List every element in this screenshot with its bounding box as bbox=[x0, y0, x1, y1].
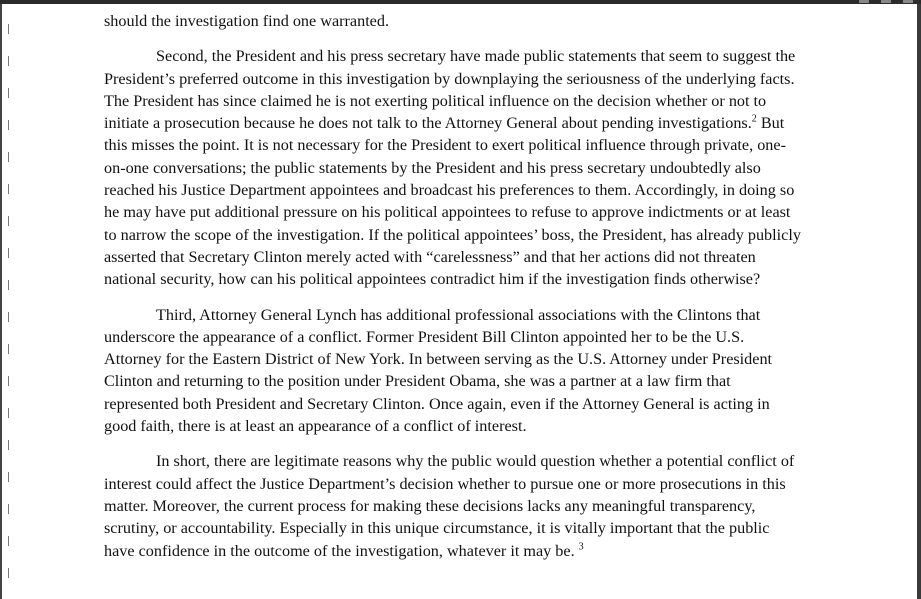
footnote-ref-2[interactable]: 2 bbox=[751, 113, 757, 125]
paragraph-second bbox=[104, 45, 804, 290]
vertical-scrollbar[interactable] bbox=[917, 4, 921, 599]
document-body bbox=[104, 10, 804, 562]
paragraph-third: Third, Attorney General Lynch has additional professional associations with the Clintons that underscore the appearance of a conflict. Former President Bill Clinton appointed her to be the U.S. Attorney for the Eastern District of New York. In between serving as the U.S. Attorney under President Clinton and returning to the position under President Obama, she was a partner at a law firm that represented both President and Secretary Clinton. Once again, even if the Attorney General is acting in good faith, there is at least an appearance of a conflict of interest. bbox=[104, 305, 773, 436]
paragraph-second-text: Second, the President and his press secretary have made public statements that seem to suggest the President’s preferred outcome in this investigation by downplaying the seriousness of the underlying facts. The President has since claimed he is not exerting political influence on the decision whether or not to initiate a prosecution because he does not talk to the Attorney General about pending investigations. bbox=[104, 47, 796, 133]
paragraph-second-continued: But this misses the point. It is not necessary for the President to exert political influence through private, one-on-one conversations; the public statements by the President and his press secretary undoubtedly also reached his Justice Department appointees and broadcast his preferences to them. Accordingly, in doing so he may have put additional pressure on his political appointees to refuse to approve indictments or at least to narrow the scope of the investigation. If the political appointees’ boss, the President, has already publicly asserted that Secretary Clinton merely acted with “carelessness” and that her actions did not threaten national security, how can his political appointees contradict him if the investigation finds otherwise? bbox=[104, 114, 801, 289]
paragraph-conclusion bbox=[104, 450, 804, 561]
paragraph-fragment: should the investigation find one warranted. bbox=[104, 12, 390, 30]
close-icon[interactable] bbox=[903, 0, 913, 3]
minimize-icon[interactable] bbox=[859, 0, 869, 3]
margin-marks bbox=[8, 24, 12, 584]
paragraph-conclusion-text: In short, there are legitimate reasons why the public would question whether a potential conflict of interest could affect the Justice Department’s decision whether to pursue one or more prosecutions in this matter. Moreover, the current process for making these decisions lacks any meaningful transparency, scrutiny, or accountability. Especially in this unique circumstance, it is vitally important that the public have confidence in the outcome of the investigation, whatever it may be. bbox=[104, 452, 795, 560]
footnote-ref-3[interactable]: 3 bbox=[578, 541, 584, 553]
maximize-icon[interactable] bbox=[881, 0, 891, 3]
